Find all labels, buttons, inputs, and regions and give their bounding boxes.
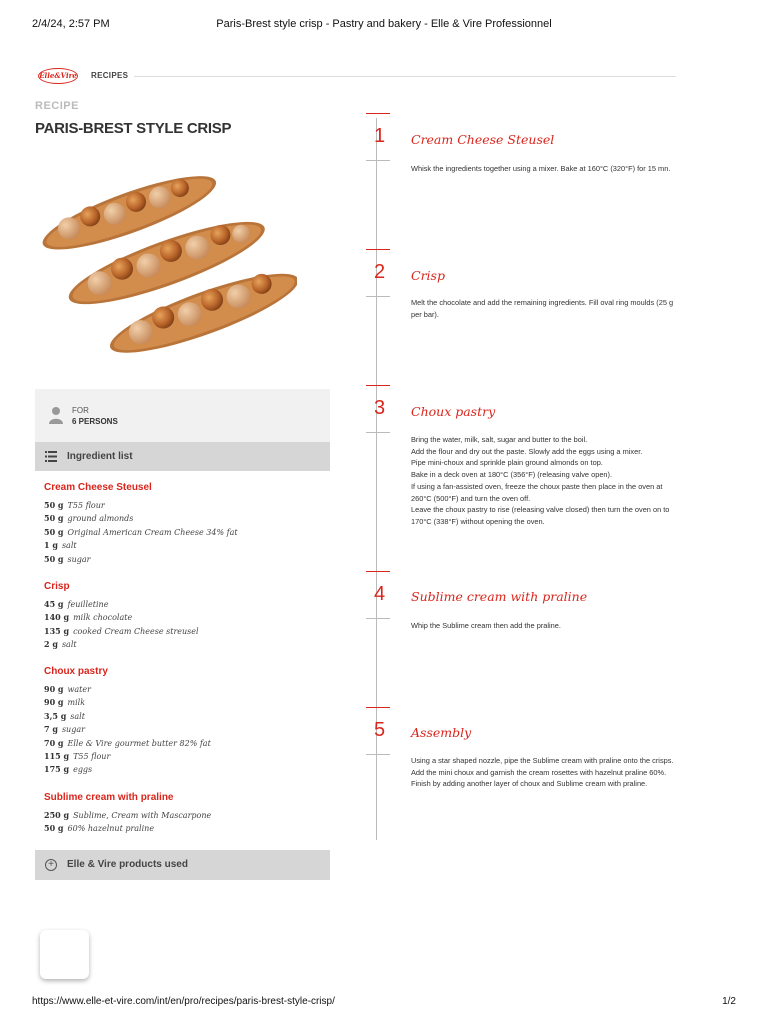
step-line: Bake in a deck oven at 180°C (356°F) (releasing valve open). bbox=[411, 470, 613, 480]
step-description bbox=[411, 297, 676, 320]
ingredient-name: cooked Cream Cheese streusel bbox=[73, 626, 199, 636]
ingredient-name: salt bbox=[61, 640, 77, 650]
ingredient-name: eggs bbox=[73, 765, 93, 775]
print-header bbox=[32, 18, 736, 32]
ingredient-group bbox=[44, 482, 324, 566]
ingredient-group bbox=[44, 581, 324, 652]
ingredient-qty: 7 g bbox=[44, 724, 58, 735]
ingredient-qty: 90 g bbox=[44, 697, 64, 708]
ingredient-row bbox=[44, 625, 324, 638]
plus-circle-icon: + bbox=[45, 859, 57, 871]
ingredient-qty: 50 g bbox=[44, 500, 64, 510]
servings-value: 6 PERSONS bbox=[72, 417, 118, 426]
ingredient-row bbox=[44, 638, 324, 651]
ingredient-group-title: Crisp bbox=[44, 581, 70, 592]
ingredient-qty: 1 g bbox=[44, 540, 58, 551]
ingredient-row bbox=[44, 683, 324, 696]
ingredient-group bbox=[44, 666, 324, 777]
ingredient-qty: 115 g bbox=[44, 750, 70, 761]
page-title: PARIS-BREST STYLE CRISP bbox=[35, 120, 232, 137]
step-description bbox=[411, 163, 676, 175]
step-line: Melt the chocolate and add the remaining ingredients. Fill oval ring moulds (25 g per bar). bbox=[411, 298, 674, 319]
ingredient-qty: 50 g bbox=[44, 513, 64, 524]
ingredient-name: milk bbox=[67, 698, 86, 708]
step-title: Sublime cream with praline bbox=[411, 589, 588, 604]
ingredient-row bbox=[44, 539, 324, 552]
topbar-divider bbox=[134, 76, 676, 77]
step-line: Whisk the ingredients together using a mixer. Bake at 160°C (320°F) for 15 mn. bbox=[411, 164, 671, 173]
ingredient-qty: 50 g bbox=[44, 823, 64, 834]
ingredient-name: sugar bbox=[67, 554, 91, 564]
step-description bbox=[411, 620, 676, 632]
print-page-number: 1/2 bbox=[722, 996, 736, 1007]
step-line: Using a star shaped nozzle, pipe the Sublime cream with praline onto the crisps. Add the mini choux and garnish the cream rosettes with hazelnut praline 60%. Finish by adding another layer of choux and Sublime cream with praline. bbox=[411, 756, 674, 789]
step-line: Bring the water, milk, salt, sugar and butter to the boil. bbox=[411, 435, 588, 444]
ingredient-name: water bbox=[67, 685, 91, 694]
ingredient-name: salt bbox=[70, 711, 85, 721]
step-tick bbox=[366, 296, 390, 297]
step-tick bbox=[366, 113, 390, 114]
print-title: Paris-Brest style crisp - Pastry and bakery - Elle & Vire Professionnel bbox=[216, 18, 552, 30]
ingredient-qty: 140 g bbox=[44, 612, 70, 623]
ingredient-name: ground almonds bbox=[67, 514, 134, 524]
ingredient-row bbox=[44, 598, 324, 611]
step-title: Cream Cheese Steusel bbox=[411, 132, 555, 147]
step-line: Pipe mini-choux and sprinkle plain ground almonds on top. bbox=[411, 458, 603, 468]
ingredient-qty: 90 g bbox=[44, 684, 64, 694]
ingredient-qty: 135 g bbox=[44, 625, 70, 636]
ingredient-row bbox=[44, 809, 324, 822]
step-number: 4 bbox=[374, 583, 386, 605]
ingredient-group-title: Cream Cheese Steusel bbox=[44, 482, 152, 493]
ingredient-row bbox=[44, 526, 324, 539]
print-url: https://www.elle-et-vire.com/int/en/pro/recipes/paris-brest-style-crisp/ bbox=[32, 996, 335, 1007]
ingredient-row bbox=[44, 499, 324, 512]
ingredient-name: Elle & Vire gourmet butter 82% fat bbox=[67, 738, 211, 748]
site-logo[interactable]: Elle&Vire bbox=[38, 68, 78, 84]
list-icon bbox=[45, 451, 57, 462]
ingredient-qty: 2 g bbox=[44, 639, 58, 650]
step-tick bbox=[366, 571, 390, 572]
products-used-toggle[interactable] bbox=[35, 850, 330, 880]
ingredient-name: salt bbox=[61, 541, 77, 551]
step-number: 5 bbox=[374, 719, 386, 741]
step-title: Assembly bbox=[411, 725, 472, 740]
ingredient-row bbox=[44, 553, 324, 566]
servings-label: FOR bbox=[72, 406, 89, 415]
ingredient-name: feuilletine bbox=[67, 600, 109, 609]
recipe-photo bbox=[35, 155, 297, 361]
step-line: Leave the choux pastry to rise (releasing valve closed) then turn the oven on to 170°C (338°F) without opening the oven. bbox=[411, 505, 670, 526]
ingredient-name: 60% hazelnut praline bbox=[67, 824, 155, 834]
ingredient-list-toggle[interactable] bbox=[35, 442, 330, 471]
step-title: Choux pastry bbox=[411, 404, 496, 419]
products-used-label: Elle & Vire products used bbox=[67, 859, 188, 870]
print-date: 2/4/24, 2:57 PM bbox=[32, 18, 110, 30]
ingredient-name: T55 flour bbox=[73, 751, 111, 761]
step-description bbox=[411, 434, 676, 528]
ingredient-name: T55 flour bbox=[67, 501, 105, 510]
step-title: Crisp bbox=[411, 268, 445, 283]
step-number: 1 bbox=[374, 125, 386, 147]
ingredient-qty: 3,5 g bbox=[44, 710, 67, 721]
ingredient-row bbox=[44, 512, 324, 525]
ingredient-group-title: Choux pastry bbox=[44, 666, 108, 677]
ingredient-qty: 70 g bbox=[44, 737, 64, 748]
ingredient-group bbox=[44, 792, 324, 836]
site-topbar bbox=[38, 66, 676, 88]
ingredient-name: milk chocolate bbox=[73, 613, 133, 623]
ingredient-qty: 50 g bbox=[44, 526, 64, 537]
step-tick bbox=[366, 249, 390, 250]
ingredient-name: Sublime, Cream with Mascarpone bbox=[73, 811, 212, 820]
ingredient-qty: 175 g bbox=[44, 764, 70, 775]
step-description bbox=[411, 755, 676, 790]
step-tick bbox=[366, 160, 390, 161]
step-number: 2 bbox=[374, 261, 386, 283]
ingredient-row bbox=[44, 822, 324, 835]
step-tick bbox=[366, 385, 390, 386]
step-line: Whip the Sublime cream then add the praline. bbox=[411, 621, 561, 630]
step-tick bbox=[366, 754, 390, 755]
ingredient-group-title: Sublime cream with praline bbox=[44, 792, 174, 803]
ingredient-qty: 45 g bbox=[44, 599, 64, 609]
step-tick bbox=[366, 618, 390, 619]
person-icon bbox=[49, 406, 63, 424]
ingredient-name: sugar bbox=[61, 725, 85, 735]
ingredient-row bbox=[44, 750, 324, 763]
ingredient-row bbox=[44, 723, 324, 736]
ingredient-row bbox=[44, 611, 324, 624]
step-tick bbox=[366, 707, 390, 708]
ingredient-qty: 250 g bbox=[44, 810, 70, 820]
ingredient-row bbox=[44, 710, 324, 723]
nav-recipes-link[interactable]: RECIPES bbox=[91, 71, 129, 80]
chat-widget-button[interactable] bbox=[40, 930, 89, 979]
step-line: If using a fan-assisted oven, freeze the choux paste then place in the oven at 260°C (500°F) and turn the oven off. bbox=[411, 481, 663, 503]
ingredient-list-label: Ingredient list bbox=[67, 451, 133, 462]
ingredient-qty: 50 g bbox=[44, 553, 64, 564]
step-line: Add the flour and dry out the paste. Slowly add the eggs using a mixer. bbox=[411, 446, 643, 456]
recipe-kicker: RECIPE bbox=[35, 100, 79, 112]
ingredient-name: Original American Cream Cheese 34% fat bbox=[67, 527, 238, 537]
ingredient-row bbox=[44, 737, 324, 750]
ingredient-row bbox=[44, 763, 324, 776]
step-number: 3 bbox=[374, 397, 386, 419]
print-footer bbox=[32, 996, 736, 1010]
ingredient-row bbox=[44, 696, 324, 709]
step-tick bbox=[366, 432, 390, 433]
servings-box bbox=[35, 389, 330, 442]
